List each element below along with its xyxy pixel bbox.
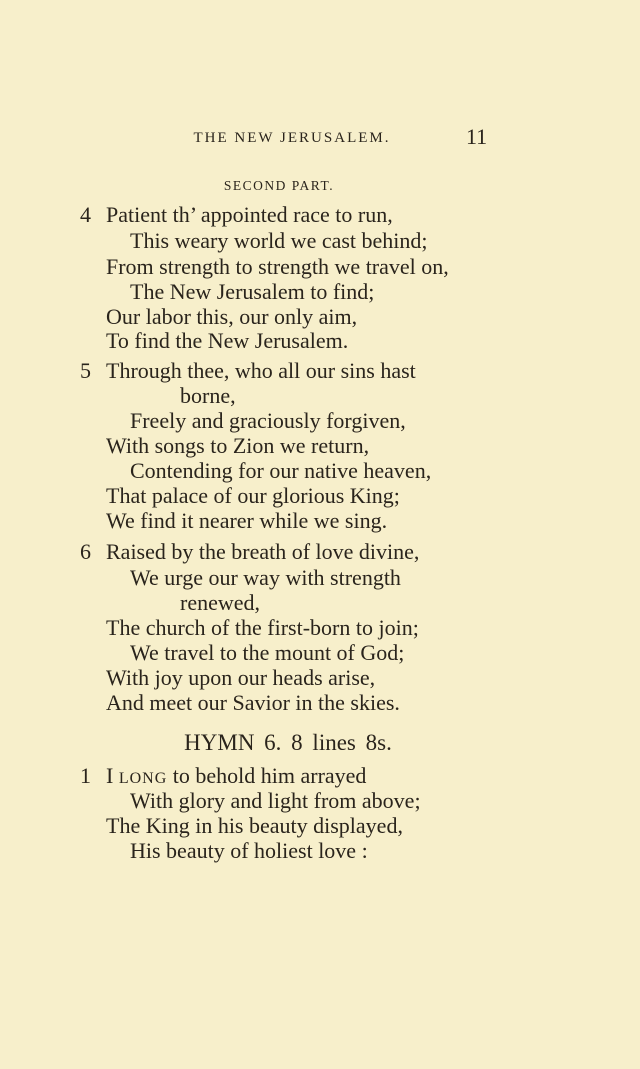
verse-line: Through thee, who all our sins hast (106, 358, 416, 383)
small-caps-word: LONG (118, 770, 168, 787)
verse-line: With songs to Zion we return, (106, 433, 370, 458)
section-title: SECOND PART. (223, 178, 335, 193)
verse-line: This weary world we cast behind; (130, 228, 428, 253)
first-line-rest: to behold him arrayed (172, 763, 367, 788)
verse-line: We find it nearer while we sing. (106, 508, 388, 533)
verse-line: Patient th’ appointed race to run, (106, 202, 393, 227)
verse-line: We urge our way with strength (130, 565, 401, 590)
page-number: 11 (466, 124, 488, 149)
verse-number: 1 (80, 763, 91, 788)
verse-number: 6 (80, 539, 91, 564)
verse-number: 5 (80, 358, 91, 383)
verse-line: The New Jerusalem to find; (130, 279, 375, 304)
first-word: I (106, 763, 114, 788)
verse-line: The church of the first-born to join; (106, 615, 419, 640)
hymn-first-line (106, 763, 366, 791)
verse-line: With joy upon our heads arise, (106, 665, 376, 690)
verse-line: Contending for our native heaven, (130, 458, 432, 483)
verse-line: That palace of our glorious King; (106, 483, 400, 508)
verse-line: Our labor this, our only aim, (106, 304, 358, 329)
running-title: THE NEW JERUSALEM. (193, 130, 391, 146)
verse-line: To find the New Jerusalem. (106, 328, 349, 353)
verse-line: borne, (180, 383, 236, 408)
hymn-heading: HYMN 6. 8 lines 8s. (184, 730, 392, 755)
verse-line: With glory and light from above; (130, 788, 421, 813)
verse-line: From strength to strength we travel on, (106, 254, 449, 279)
verse-line: We travel to the mount of God; (130, 640, 405, 665)
verse-line: Raised by the breath of love divine, (106, 539, 420, 564)
verse-line: Freely and graciously forgiven, (130, 408, 406, 433)
verse-line: And meet our Savior in the skies. (106, 690, 400, 715)
verse-line: renewed, (180, 590, 261, 615)
verse-line: The King in his beauty displayed, (106, 813, 403, 838)
verse-line: His beauty of holiest love : (130, 838, 368, 863)
verse-number: 4 (80, 202, 91, 227)
